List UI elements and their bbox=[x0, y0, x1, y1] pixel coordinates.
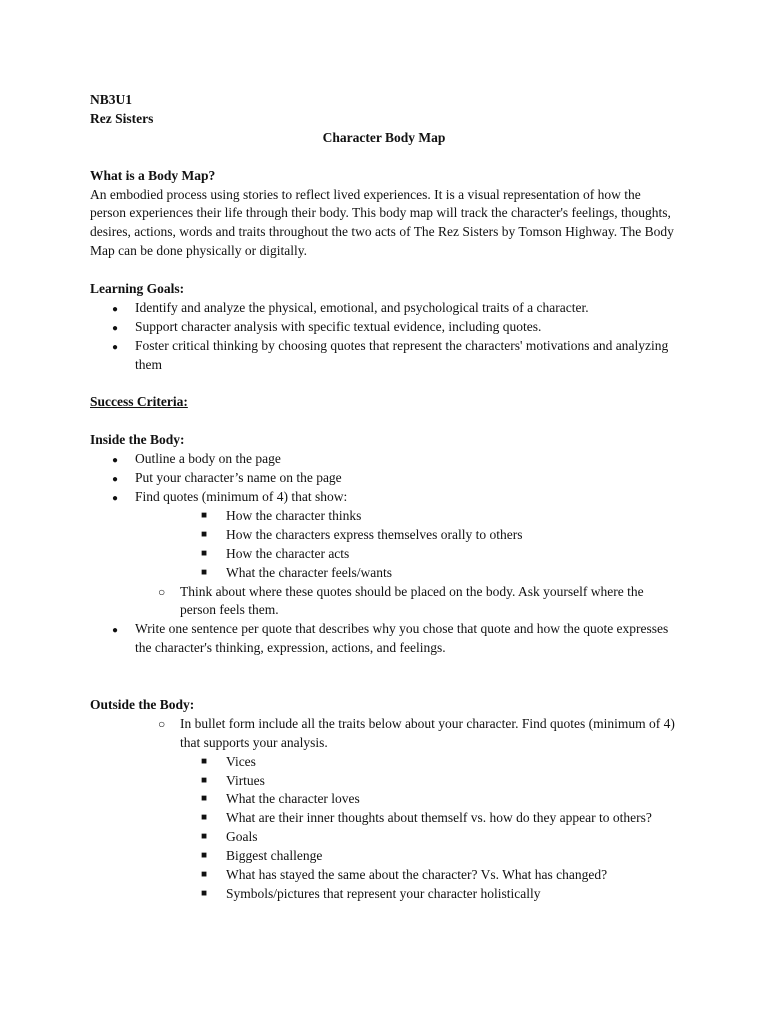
list-item bbox=[90, 318, 678, 337]
list-item bbox=[90, 866, 678, 885]
list-item-text: Biggest challenge bbox=[226, 848, 323, 864]
spacer bbox=[90, 412, 678, 431]
unit-title: Rez Sisters bbox=[90, 110, 154, 126]
circle-bullet-icon bbox=[158, 715, 165, 734]
list-item-text: What the character feels/wants bbox=[226, 564, 393, 580]
spacer bbox=[90, 658, 678, 696]
list-item bbox=[90, 847, 678, 866]
square-bullet-icon bbox=[201, 772, 207, 791]
learning-goals-list bbox=[90, 299, 678, 375]
list-item-text: Goals bbox=[226, 829, 258, 845]
list-item-text: Symbols/pictures that represent your character holistically bbox=[226, 885, 541, 901]
list-item-text: Virtues bbox=[226, 772, 265, 788]
square-bullet-icon bbox=[201, 753, 207, 772]
square-bullet-icon bbox=[201, 790, 207, 809]
list-item bbox=[90, 583, 678, 621]
list-item-text: Foster critical thinking by choosing quotes that represent the characters' motivations and analyzing them bbox=[135, 337, 669, 372]
list-item bbox=[90, 507, 678, 526]
square-bullet-icon bbox=[201, 564, 207, 583]
bullet-icon bbox=[112, 337, 118, 358]
list-item-text: Put your character’s name on the page bbox=[135, 470, 342, 486]
list-item bbox=[90, 450, 678, 469]
list-item-text: Find quotes (minimum of 4) that show: bbox=[135, 488, 348, 504]
list-item-text: What the character loves bbox=[226, 791, 360, 807]
learning-goals-heading: Learning Goals: bbox=[90, 281, 185, 297]
inside-body-heading: Inside the Body: bbox=[90, 432, 185, 448]
spacer bbox=[90, 261, 678, 280]
square-bullet-icon bbox=[201, 847, 207, 866]
list-item bbox=[90, 620, 678, 658]
spacer bbox=[90, 148, 678, 167]
bullet-icon bbox=[112, 318, 118, 339]
spacer bbox=[90, 375, 678, 394]
outside-body-list bbox=[90, 715, 678, 904]
list-item bbox=[90, 828, 678, 847]
list-item bbox=[90, 337, 678, 375]
list-item-text: How the character acts bbox=[226, 545, 350, 561]
list-item-text: How the character thinks bbox=[226, 507, 362, 523]
square-bullet-icon bbox=[201, 545, 207, 564]
list-item bbox=[90, 790, 678, 809]
list-item-text: Think about where these quotes should be placed on the body. Ask yourself where the person feels them. bbox=[180, 583, 644, 618]
list-item bbox=[90, 772, 678, 791]
intro-heading: What is a Body Map? bbox=[90, 167, 216, 183]
list-item bbox=[90, 299, 678, 318]
list-item-text: In bullet form include all the traits below about your character. Find quotes (minimum of 4) that supports your analysis. bbox=[180, 715, 675, 750]
bullet-icon bbox=[112, 620, 118, 641]
bullet-icon bbox=[112, 469, 118, 490]
document-title: Character Body Map bbox=[322, 129, 446, 145]
inside-body-list bbox=[90, 450, 678, 658]
square-bullet-icon bbox=[201, 809, 207, 828]
list-item-text: What has stayed the same about the character? Vs. What has changed? bbox=[226, 867, 608, 883]
list-item bbox=[90, 488, 678, 507]
list-item-text: Outline a body on the page bbox=[135, 451, 281, 467]
list-item-text: How the characters express themselves orally to others bbox=[226, 526, 523, 542]
list-item bbox=[90, 809, 678, 828]
list-item bbox=[90, 469, 678, 488]
list-item bbox=[90, 715, 678, 753]
square-bullet-icon bbox=[201, 828, 207, 847]
success-criteria-heading: Success Criteria: bbox=[90, 394, 188, 410]
circle-bullet-icon bbox=[158, 583, 165, 602]
course-code: NB3U1 bbox=[90, 92, 133, 107]
list-item bbox=[90, 885, 678, 904]
square-bullet-icon bbox=[201, 885, 207, 904]
list-item bbox=[90, 753, 678, 772]
list-item-text: What are their inner thoughts about themself vs. how do they appear to others? bbox=[226, 810, 652, 826]
intro-body: An embodied process using stories to reflect lived experiences. It is a visual representation of how the person experiences their life through their body. This body map will track the character's feelings, thoughts, desires, actions, words and traits throughout the two acts of The Rez Sisters by Tomson Highway. The Body Map can be done physically or digitally. bbox=[90, 186, 674, 259]
outside-body-heading: Outside the Body: bbox=[90, 696, 195, 712]
list-item bbox=[90, 545, 678, 564]
square-bullet-icon bbox=[201, 507, 207, 526]
list-item-text: Vices bbox=[226, 753, 256, 769]
list-item-text: Support character analysis with specific textual evidence, including quotes. bbox=[135, 318, 542, 334]
square-bullet-icon bbox=[201, 866, 207, 885]
list-item bbox=[90, 526, 678, 545]
square-bullet-icon bbox=[201, 526, 207, 545]
list-item-text: Identify and analyze the physical, emotional, and psychological traits of a character. bbox=[135, 299, 589, 315]
bullet-icon bbox=[112, 450, 118, 471]
bullet-icon bbox=[112, 488, 118, 509]
list-item bbox=[90, 564, 678, 583]
list-item-text: Write one sentence per quote that describes why you chose that quote and how the quote expresses the character's thinking, expression, actions, and feelings. bbox=[135, 621, 669, 656]
bullet-icon bbox=[112, 299, 118, 320]
